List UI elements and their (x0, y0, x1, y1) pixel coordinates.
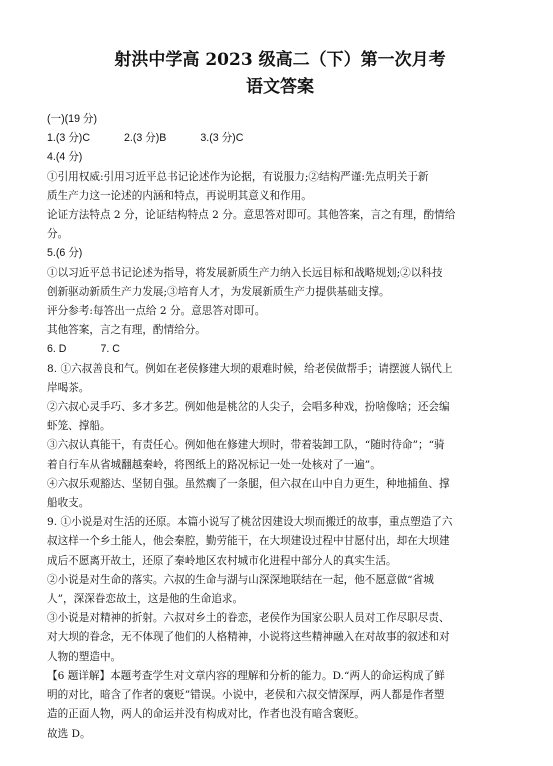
text-line: ①以习近平总书记论述为指导，将发展新质生产力纳入长远目标和战略规划;②以科技 (47, 266, 443, 279)
answer-7: 7. C (100, 343, 120, 356)
text-line: 质生产力这一论述的内涵和特点，再说明其意义和作用。 (47, 189, 312, 202)
question-4-heading: 4.(4 分) (47, 151, 83, 164)
text-line: 其他答案，言之有理，酌情给分。 (47, 324, 206, 337)
text-line: 8. ①六叔善良和气。例如在老侯修建大坝的艰难时候，给老侯做帮手；请摆渡人锅代上 (47, 362, 453, 375)
document-subtitle: 语文答案 (246, 77, 314, 97)
text-line: 成后不愿离开故土，还原了秦岭地区农村城市化进程中部分人的真实生活。 (47, 554, 397, 567)
answer-body (47, 110, 513, 744)
section-heading: (一)(19 分) (47, 113, 98, 125)
text-line: 岸喝茶。 (47, 381, 90, 394)
text-line: ①引用权威:引用习近平总书记论述作为论据，有说服力;②结构严谨:先点明关于新 (47, 170, 429, 183)
text-line: 对大坝的眷念，无不体现了他们的人格精神，小说将这些精神融入在对故事的叙述和对 (47, 631, 450, 644)
text-line: ③六叔认真能干，有责任心。例如他在修建大坝时，带着装卸工队，“随时待命”；“骑 (47, 439, 445, 452)
question-5-heading: 5.(6 分) (47, 247, 83, 260)
text-line: 评分参考:每答出一点给 2 分。意思答对即可。 (47, 305, 266, 318)
text-line: ②小说是对生命的落实。六叔的生命与湖与山深深地联结在一起，他不愿意做“省城 (47, 573, 434, 586)
answer-2: 2.(3 分)B (123, 132, 167, 145)
text-line: 造的正面人物，两人的命运并没有构成对比，作者也没有暗含褒贬。 (47, 708, 365, 721)
text-line: 论证方法特点 2 分，论证结构特点 2 分。意思答对即可。其他答案，言之有理，酌情给 (47, 209, 456, 222)
text-line: 船收支。 (47, 497, 90, 510)
text-line: 【6 题详解】本题考查学生对文章内容的理解和分析的能力。D.“两人的命运构成了鲜 (47, 669, 445, 682)
answer-6: 6. D (47, 343, 67, 356)
text-line: ③小说是对精神的折射。六叔对乡土的眷恋，老侯作为国家公职人员对工作尽职尽责、 (47, 612, 450, 625)
text-line: 9. ①小说是对生活的还原。本篇小说写了桃岔因建设大坝而搬迁的故事，重点塑造了六 (47, 516, 453, 529)
text-line: 故选 D。 (47, 727, 91, 740)
text-line: 分。 (47, 228, 69, 241)
text-line: 虾笼、撑船。 (47, 420, 111, 433)
answers-6-7 (47, 340, 513, 359)
text-line: 人”，深深眷恋故土，这是他的生命追求。 (47, 593, 244, 606)
text-line: ②六叔心灵手巧、多才多艺。例如他是桃岔的人尖子，会唱多种戏，扮啥像啥；还会编 (47, 401, 450, 414)
answers-1-3 (47, 129, 513, 148)
document-title: 射洪中学高 2023 级高二（下）第一次月考 (114, 50, 446, 70)
text-line: ④六叔乐观豁达、坚韧自强。虽然瘸了一条腿，但六叔在山中自力更生，种地捕鱼、撑 (47, 477, 450, 490)
text-line: 着自行车从省城翻越秦岭，将图纸上的路况标记一处一处核对了一遍”。 (47, 458, 381, 471)
text-line: 明的对比，暗含了作者的褒贬”错误。小说中，老侯和六叔交情深厚，两人都是作者塑 (47, 689, 445, 702)
answer-1: 1.(3 分)C (47, 132, 90, 145)
text-line: 人物的塑造中。 (47, 650, 122, 663)
text-line: 叔这样一个乡土能人，他会秦腔，勤劳能干，在大坝建设过程中甘愿付出，却在大坝建 (47, 535, 450, 548)
text-line: 创新驱动新质生产力发展;③培育人才，为发展新质生产力提供基础支撑。 (47, 285, 390, 298)
answer-3: 3.(3 分)C (200, 132, 244, 145)
